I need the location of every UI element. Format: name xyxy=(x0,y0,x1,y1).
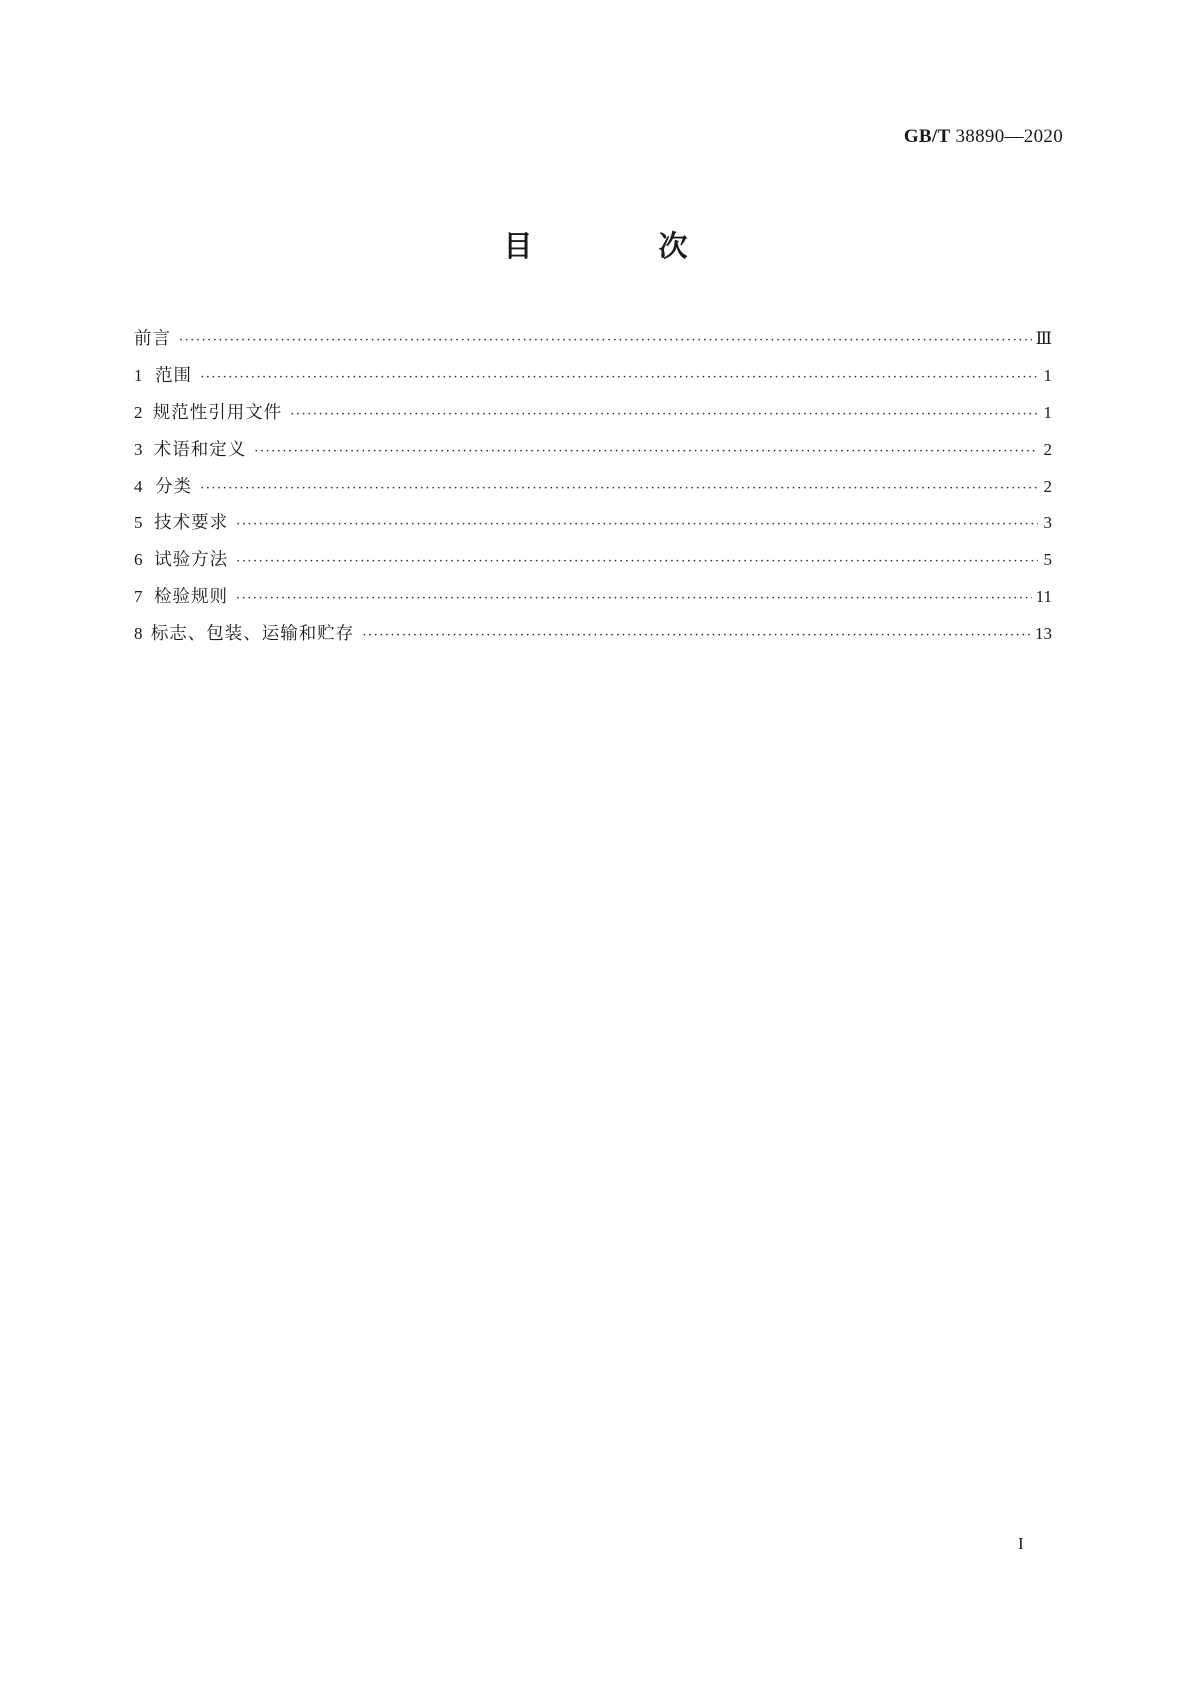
toc-entry-number: 1 xyxy=(134,365,143,385)
toc-entry-label: 技术要求 xyxy=(154,513,229,534)
toc-entry-8[interactable] xyxy=(134,622,1052,659)
toc-entry-page: Ⅲ xyxy=(1035,329,1052,348)
toc-leader-dots xyxy=(179,329,1032,353)
toc-entry-7[interactable] xyxy=(134,585,1052,622)
toc-entry-6[interactable] xyxy=(134,548,1052,585)
toc-entry-number: 6 xyxy=(134,550,143,570)
standard-prefix: GB/T xyxy=(903,126,951,147)
toc-leader-dots xyxy=(236,550,1038,574)
toc-leader-dots xyxy=(200,477,1038,501)
toc-entry-4[interactable] xyxy=(134,475,1052,512)
page-number: I xyxy=(1018,1534,1024,1553)
toc-entry-label: 检验规则 xyxy=(154,587,228,608)
toc-entry-label: 规范性引用文件 xyxy=(152,402,283,423)
toc-entry-number: 8 xyxy=(134,624,143,644)
toc-entry-1[interactable] xyxy=(134,364,1052,401)
toc-entry-page: 1 xyxy=(1043,402,1052,422)
standard-number: 38890—2020 xyxy=(955,126,1063,147)
toc-entry-label: 试验方法 xyxy=(154,550,229,571)
toc-leader-dots xyxy=(362,624,1031,648)
toc-entry-page: 13 xyxy=(1035,624,1052,644)
toc-entry-page: 1 xyxy=(1043,365,1052,385)
toc-entry-number: 2 xyxy=(134,402,143,422)
toc-entry-number: 5 xyxy=(134,513,143,533)
toc-leader-dots xyxy=(236,513,1038,537)
toc-entry-label: 范围 xyxy=(155,365,193,386)
toc-entry-label: 前言 xyxy=(134,329,171,349)
toc-entry-2[interactable] xyxy=(134,401,1052,438)
toc-leader-dots xyxy=(290,403,1038,427)
toc-entry-page: 3 xyxy=(1043,513,1052,533)
toc-entry-number: 4 xyxy=(134,476,143,496)
toc-leader-dots xyxy=(200,366,1038,390)
toc-entry-page: 2 xyxy=(1043,476,1052,496)
toc-entry-page: 2 xyxy=(1043,439,1052,459)
toc-leader-dots xyxy=(254,440,1038,464)
toc-entry-number: 7 xyxy=(134,587,143,607)
toc-entry-5[interactable] xyxy=(134,511,1052,548)
toc-entry-label: 标志、包装、运输和贮存 xyxy=(150,624,355,645)
page-title: 目 次 xyxy=(503,229,746,263)
toc-entry-3[interactable] xyxy=(134,438,1052,475)
toc-entry-foreword[interactable] xyxy=(134,327,1052,364)
toc-entry-label: 术语和定义 xyxy=(153,439,247,460)
toc-entry-page: 5 xyxy=(1043,550,1052,570)
toc-entry-page: 11 xyxy=(1035,587,1052,607)
standard-code xyxy=(904,126,1063,148)
toc-leader-dots xyxy=(236,587,1032,611)
table-of-contents xyxy=(134,327,1052,659)
toc-entry-label: 分类 xyxy=(155,476,193,497)
toc-entry-number: 3 xyxy=(134,439,143,459)
